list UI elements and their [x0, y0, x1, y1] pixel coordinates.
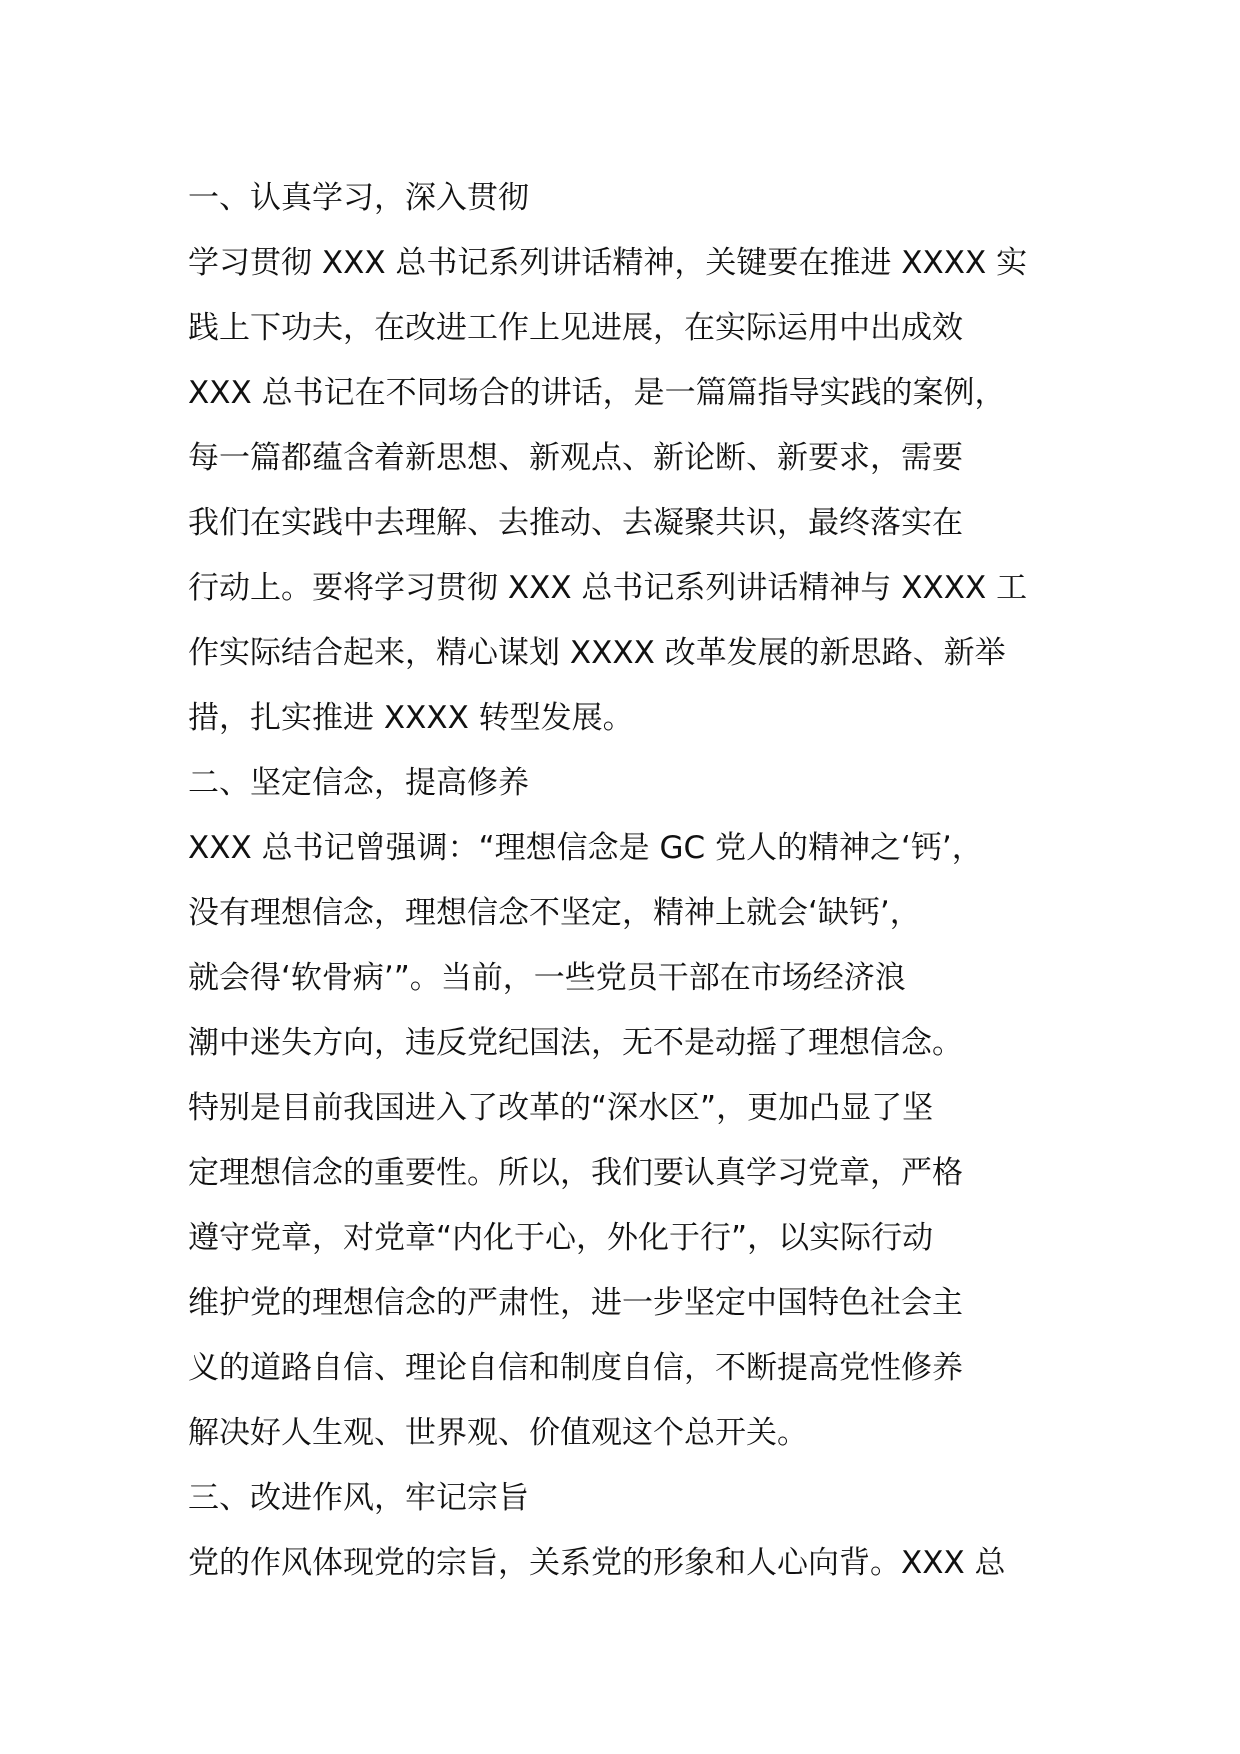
paragraph-line: 就会得‘软骨病’”。当前，一些党员干部在市场经济浪 [188, 960, 906, 996]
paragraph-line: XXX 总书记曾强调：“理想信念是 GC 党人的精神之‘钙’， [188, 830, 983, 866]
paragraph-line: 我们在实践中去理解、去推动、去凝聚共识，最终落实在 [188, 505, 963, 541]
document-body [188, 166, 1088, 1596]
paragraph-line: 维护党的理想信念的严肃性，进一步坚定中国特色社会主 [188, 1285, 963, 1321]
section-heading-1: 一、认真学习，深入贯彻 [188, 180, 529, 216]
paragraph-line: 措，扎实推进 XXXX 转型发展。 [188, 700, 634, 736]
paragraph-line: 践上下功夫，在改进工作上见进展，在实际运用中出成效 [188, 310, 963, 346]
paragraph-line: 潮中迷失方向，违反党纪国法，无不是动摇了理想信念。 [188, 1025, 963, 1061]
paragraph-line: 解决好人生观、世界观、价值观这个总开关。 [188, 1415, 808, 1451]
section-heading-3: 三、改进作风，牢记宗旨 [188, 1480, 529, 1516]
paragraph-line: 党的作风体现党的宗旨，关系党的形象和人心向背。XXX 总 [188, 1545, 1006, 1581]
paragraph-line: 每一篇都蕴含着新思想、新观点、新论断、新要求，需要 [188, 440, 963, 476]
section-heading-2: 二、坚定信念，提高修养 [188, 765, 529, 801]
paragraph-line: 义的道路自信、理论自信和制度自信，不断提高党性修养 [188, 1350, 963, 1386]
paragraph-line: 行动上。要将学习贯彻 XXX 总书记系列讲话精神与 XXXX 工 [188, 570, 1028, 606]
paragraph-line: 没有理想信念，理想信念不坚定，精神上就会‘缺钙’， [188, 895, 921, 931]
paragraph-line: 特别是目前我国进入了改革的“深水区”，更加凸显了坚 [188, 1090, 934, 1126]
paragraph-line: XXX 总书记在不同场合的讲话，是一篇篇指导实践的案例， [188, 375, 1006, 411]
paragraph-line: 作实际结合起来，精心谋划 XXXX 改革发展的新思路、新举 [188, 635, 1006, 671]
paragraph-line: 定理想信念的重要性。所以，我们要认真学习党章，严格 [188, 1155, 963, 1191]
paragraph-line: 学习贯彻 XXX 总书记系列讲话精神，关键要在推进 XXXX 实 [188, 245, 1028, 281]
paragraph-line: 遵守党章，对党章“内化于心，外化于行”，以实际行动 [188, 1220, 934, 1256]
